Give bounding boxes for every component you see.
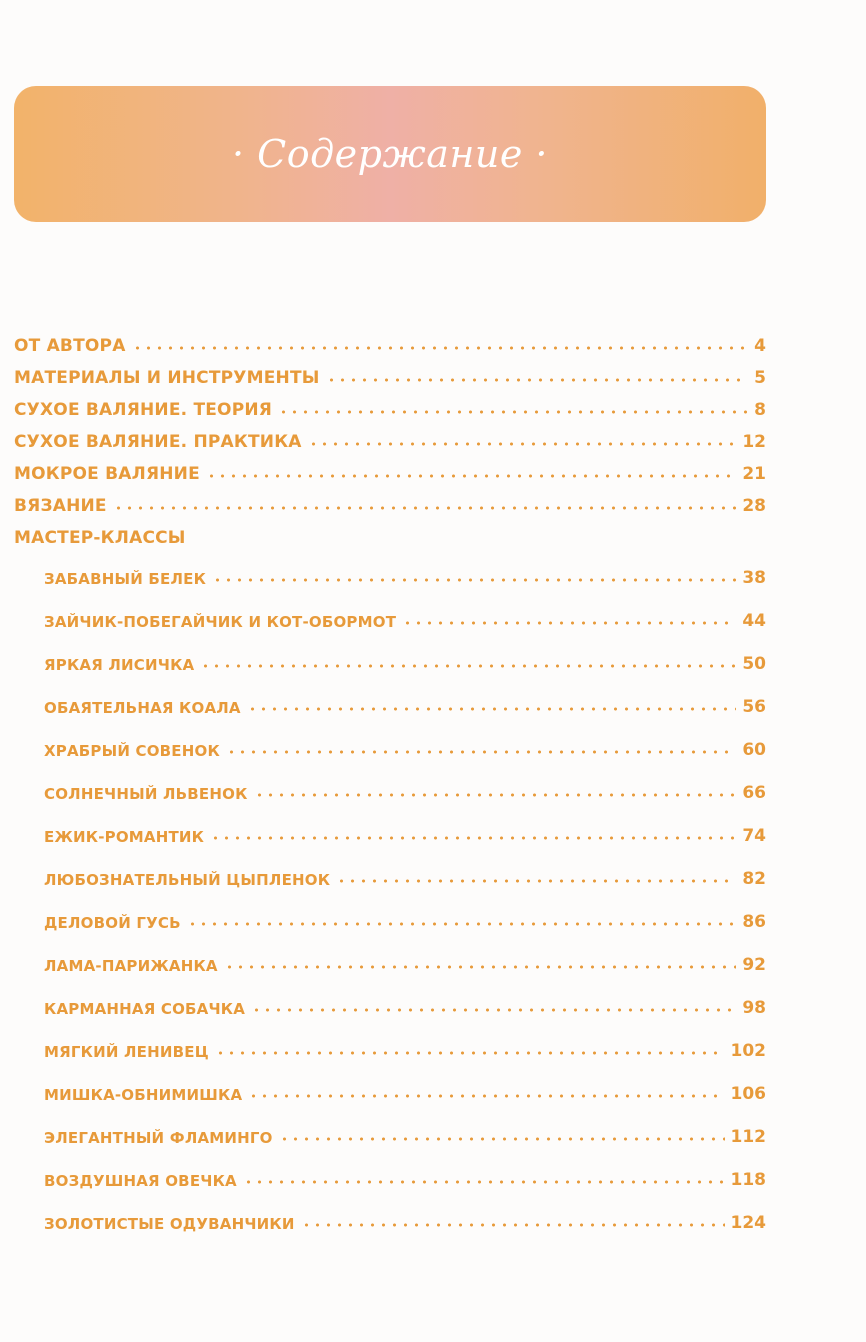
toc-subentry-label: ОБАЯТЕЛЬНАЯ КОАЛА	[44, 699, 241, 717]
leader-dots	[210, 836, 736, 840]
toc-subentry-page: 74	[742, 826, 766, 846]
toc-subentry-label: ЗОЛОТИСТЫЕ ОДУВАНЧИКИ	[44, 1215, 295, 1233]
toc-subentry[interactable]	[44, 1117, 766, 1147]
toc-subentry[interactable]	[44, 945, 766, 975]
toc-entry-page: 4	[754, 336, 766, 356]
leader-dots	[132, 346, 749, 350]
leader-dots	[224, 965, 737, 969]
page-title: · Содержание ·	[231, 132, 548, 176]
toc-subentry-page: 112	[730, 1127, 766, 1147]
toc-subentry-page: 98	[742, 998, 766, 1018]
toc-entry-label: СУХОЕ ВАЛЯНИЕ. ТЕОРИЯ	[14, 400, 273, 420]
leader-dots	[187, 922, 737, 926]
toc-entry-label: МАТЕРИАЛЫ И ИНСТРУМЕНТЫ	[14, 368, 320, 388]
toc-subentry-page: 102	[730, 1041, 766, 1061]
leader-dots	[308, 442, 737, 446]
toc-entry[interactable]	[14, 454, 766, 484]
leader-dots	[326, 378, 749, 382]
toc-subentry-page: 86	[742, 912, 766, 932]
toc-entry[interactable]	[14, 486, 766, 516]
toc-subentry-label: ДЕЛОВОЙ ГУСЬ	[44, 914, 181, 932]
toc-subentry[interactable]	[44, 601, 766, 631]
toc-subentry-label: СОЛНЕЧНЫЙ ЛЬВЕНОК	[44, 785, 248, 803]
leader-dots	[251, 1008, 736, 1012]
toc-subentry[interactable]	[44, 988, 766, 1018]
toc-subentry[interactable]	[44, 1031, 766, 1061]
toc-subentry-page: 92	[742, 955, 766, 975]
toc-entry[interactable]	[14, 390, 766, 420]
leader-dots	[212, 578, 736, 582]
toc-entry-label: ОТ АВТОРА	[14, 336, 126, 356]
toc-subentry-label: ВОЗДУШНАЯ ОВЕЧКА	[44, 1172, 237, 1190]
leader-dots	[200, 664, 736, 668]
leader-dots	[226, 750, 736, 754]
toc-subentry-page: 118	[730, 1170, 766, 1190]
toc-subentry-page: 38	[742, 568, 766, 588]
toc-entry-page: 21	[742, 464, 766, 484]
toc-entry[interactable]	[14, 326, 766, 356]
toc-subentry-label: ЛЮБОЗНАТЕЛЬНЫЙ ЦЫПЛЕНОК	[44, 871, 331, 889]
toc-subentry-page: 60	[742, 740, 766, 760]
leader-dots	[206, 474, 736, 478]
toc-subentry[interactable]	[44, 687, 766, 717]
leader-dots	[243, 1180, 725, 1184]
leader-dots	[113, 506, 737, 510]
toc-subentry[interactable]	[44, 773, 766, 803]
toc-entry-page: 12	[742, 432, 766, 452]
toc-subentry[interactable]	[44, 1160, 766, 1190]
toc-subentry-page: 56	[742, 697, 766, 717]
toc-subentry-label: КАРМАННАЯ СОБАЧКА	[44, 1000, 246, 1018]
leader-dots	[215, 1051, 725, 1055]
toc-subentry-page: 106	[730, 1084, 766, 1104]
toc-entry-page: 28	[742, 496, 766, 516]
toc-entry-page: 8	[754, 400, 766, 420]
toc-subentry-label: ЛАМА-ПАРИЖАНКА	[44, 957, 218, 975]
toc-entry-page: 5	[754, 368, 766, 388]
toc-subentry-label: ЕЖИК-РОМАНТИК	[44, 828, 205, 846]
toc-entry[interactable]	[14, 422, 766, 452]
toc-subentry[interactable]	[44, 1203, 766, 1233]
toc-subentry-page: 124	[730, 1213, 766, 1233]
toc-entry-label: МОКРОЕ ВАЛЯНИЕ	[14, 464, 200, 484]
toc-subentry[interactable]	[44, 1074, 766, 1104]
toc-subentry-label: МЯГКИЙ ЛЕНИВЕЦ	[44, 1043, 209, 1061]
toc-subentry[interactable]	[44, 644, 766, 674]
toc-entry-label: СУХОЕ ВАЛЯНИЕ. ПРАКТИКА	[14, 432, 302, 452]
toc-subentry-label: ЗАБАВНЫЙ БЕЛЕК	[44, 570, 207, 588]
toc-section-heading[interactable]	[14, 518, 766, 548]
title-banner	[14, 86, 766, 222]
toc-subentry-page: 66	[742, 783, 766, 803]
leader-dots	[192, 538, 760, 542]
leader-dots	[278, 410, 748, 414]
toc-subentry-label: ЭЛЕГАНТНЫЙ ФЛАМИНГО	[44, 1129, 273, 1147]
toc-subentry-page: 82	[742, 869, 766, 889]
toc-entry[interactable]	[14, 358, 766, 388]
toc-subentry-label: ЯРКАЯ ЛИСИЧКА	[44, 656, 195, 674]
leader-dots	[336, 879, 736, 883]
toc-subentry-page: 44	[742, 611, 766, 631]
toc-subentry-label: ЗАЙЧИК-ПОБЕГАЙЧИК И КОТ-ОБОРМОТ	[44, 613, 397, 631]
toc-entry-label: МАСТЕР-КЛАССЫ	[14, 528, 186, 548]
leader-dots	[301, 1223, 725, 1227]
toc-subentry-label: МИШКА-ОБНИМИШКА	[44, 1086, 243, 1104]
toc-entry-label: ВЯЗАНИЕ	[14, 496, 107, 516]
leader-dots	[254, 793, 737, 797]
leader-dots	[247, 707, 737, 711]
toc-subentry[interactable]	[44, 816, 766, 846]
toc-subentry[interactable]	[44, 730, 766, 760]
toc-subentry-page: 50	[742, 654, 766, 674]
toc-subentry[interactable]	[44, 859, 766, 889]
toc-subentry[interactable]	[44, 902, 766, 932]
toc-subentry-label: ХРАБРЫЙ СОВЕНОК	[44, 742, 220, 760]
leader-dots	[402, 621, 736, 625]
toc-subentry[interactable]	[44, 558, 766, 588]
leader-dots	[279, 1137, 725, 1141]
leader-dots	[248, 1094, 724, 1098]
